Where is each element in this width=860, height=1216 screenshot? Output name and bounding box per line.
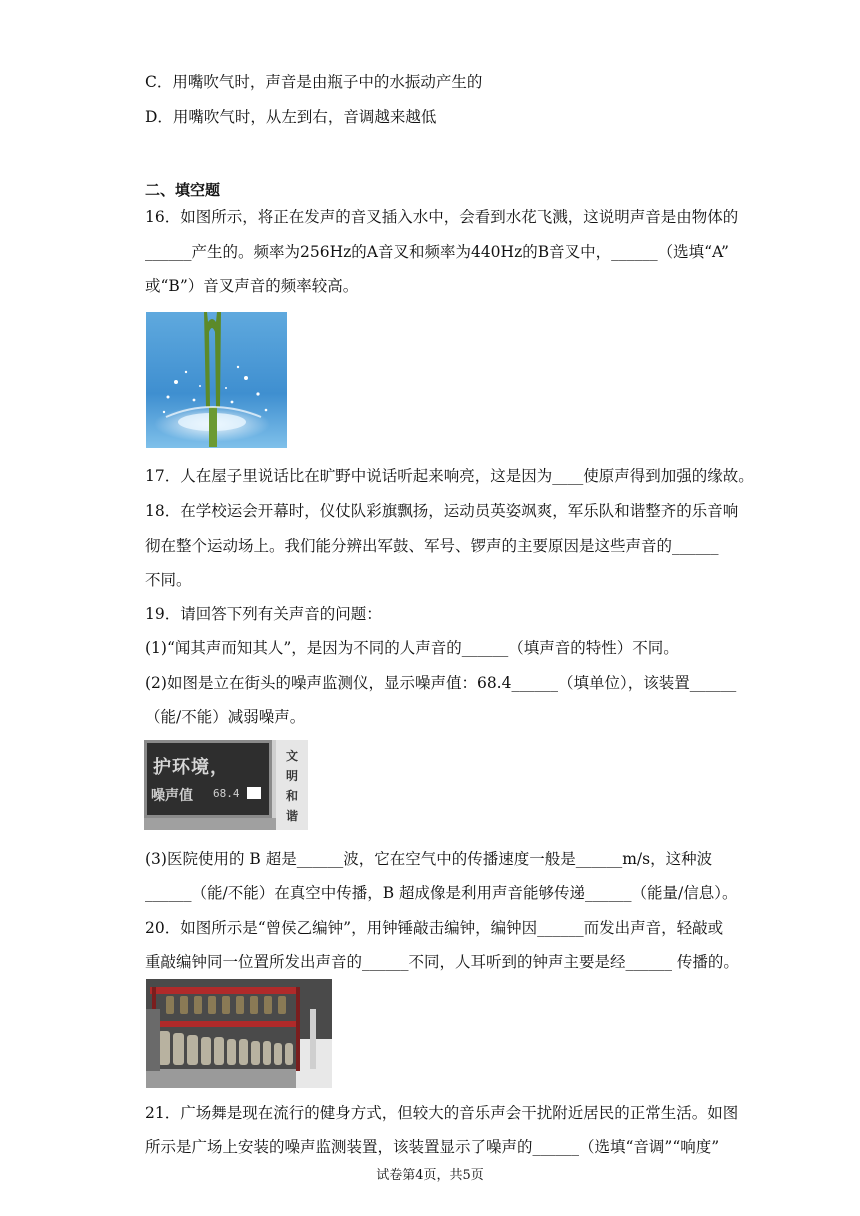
q18-line3: 不同。 [145,571,192,589]
noise-value: 68.4 [213,787,240,800]
sign-text-line1: 护环境， [153,757,229,778]
side-banner-text: 文 明 和 谐 [286,749,299,823]
section-title: 二、填空题 [145,181,221,199]
q19-part3-line1: (3)医院使用的 B 超是______波，它在空气中的传播速度一般是______m/s，这种波 [145,850,713,868]
noise-monitor-image [144,740,308,830]
sign-text-line2: 噪声值 [151,788,193,804]
q20-line2: 重敲编钟同一位置所发出声音的______不同，人耳听到的钟声主要是经______ 传播的。 [145,953,739,971]
q19-part2-line2: （能/不能）减弱噪声。 [145,708,306,726]
page-footer: 试卷第4页，共5页 [376,1168,484,1183]
bianzhong-bells-image [146,979,332,1088]
q18-line1: 18．在学校运会开幕时，仪仗队彩旗飘扬，运动员英姿飒爽，军乐队和谐整齐的乐音响 [145,502,739,520]
q17-text: 17．人在屋子里说话比在旷野中说话听起来响亮，这是因为____使原声得到加强的缘故。 [145,467,754,485]
tuning-fork-water-image [146,312,287,448]
option-c: C．用嘴吹气时，声音是由瓶子中的水振动产生的 [145,73,483,91]
option-d: D．用嘴吹气时，从左到右，音调越来越低 [145,108,437,126]
side-banner [276,740,308,830]
q16-line2: ______产生的。频率为256Hz的A音叉和频率为440Hz的B音叉中，______（选填“A” [145,243,729,261]
q18-line2: 彻在整个运动场上。我们能分辨出军鼓、军号、锣声的主要原因是这些声音的______ [145,537,719,555]
q19-part2-line1: (2)如图是立在街头的噪声监测仪，显示噪声值：68.4______（填单位），该装置______ [145,674,737,692]
led-display [144,740,272,818]
q21-line2: 所示是广场上安装的噪声监测装置，该装置显示了噪声的______（选填“音调”“响度” [145,1138,720,1156]
q16-line1: 16．如图所示，将正在发声的音叉插入水中，会看到水花飞溅，这说明声音是由物体的 [145,208,739,226]
blank-unit-box [247,787,261,799]
q16-line3: 或“B”）音叉声音的频率较高。 [145,277,359,295]
q19-part1: (1)“闻其声而知其人”，是因为不同的人声音的______（填声音的特性）不同。 [145,639,679,657]
q20-line1: 20．如图所示是“曾侯乙编钟”，用钟锤敲击编钟，编钟因______而发出声音，轻敲或 [145,919,724,937]
q19-part3-line2: ______（能/不能）在真空中传播，B 超成像是利用声音能够传递______（能量/信息）。 [145,884,738,902]
q21-line1: 21．广场舞是现在流行的健身方式，但较大的音乐声会干扰附近居民的正常生活。如图 [145,1104,739,1122]
q19-text: 19．请回答下列有关声音的问题： [145,605,382,623]
